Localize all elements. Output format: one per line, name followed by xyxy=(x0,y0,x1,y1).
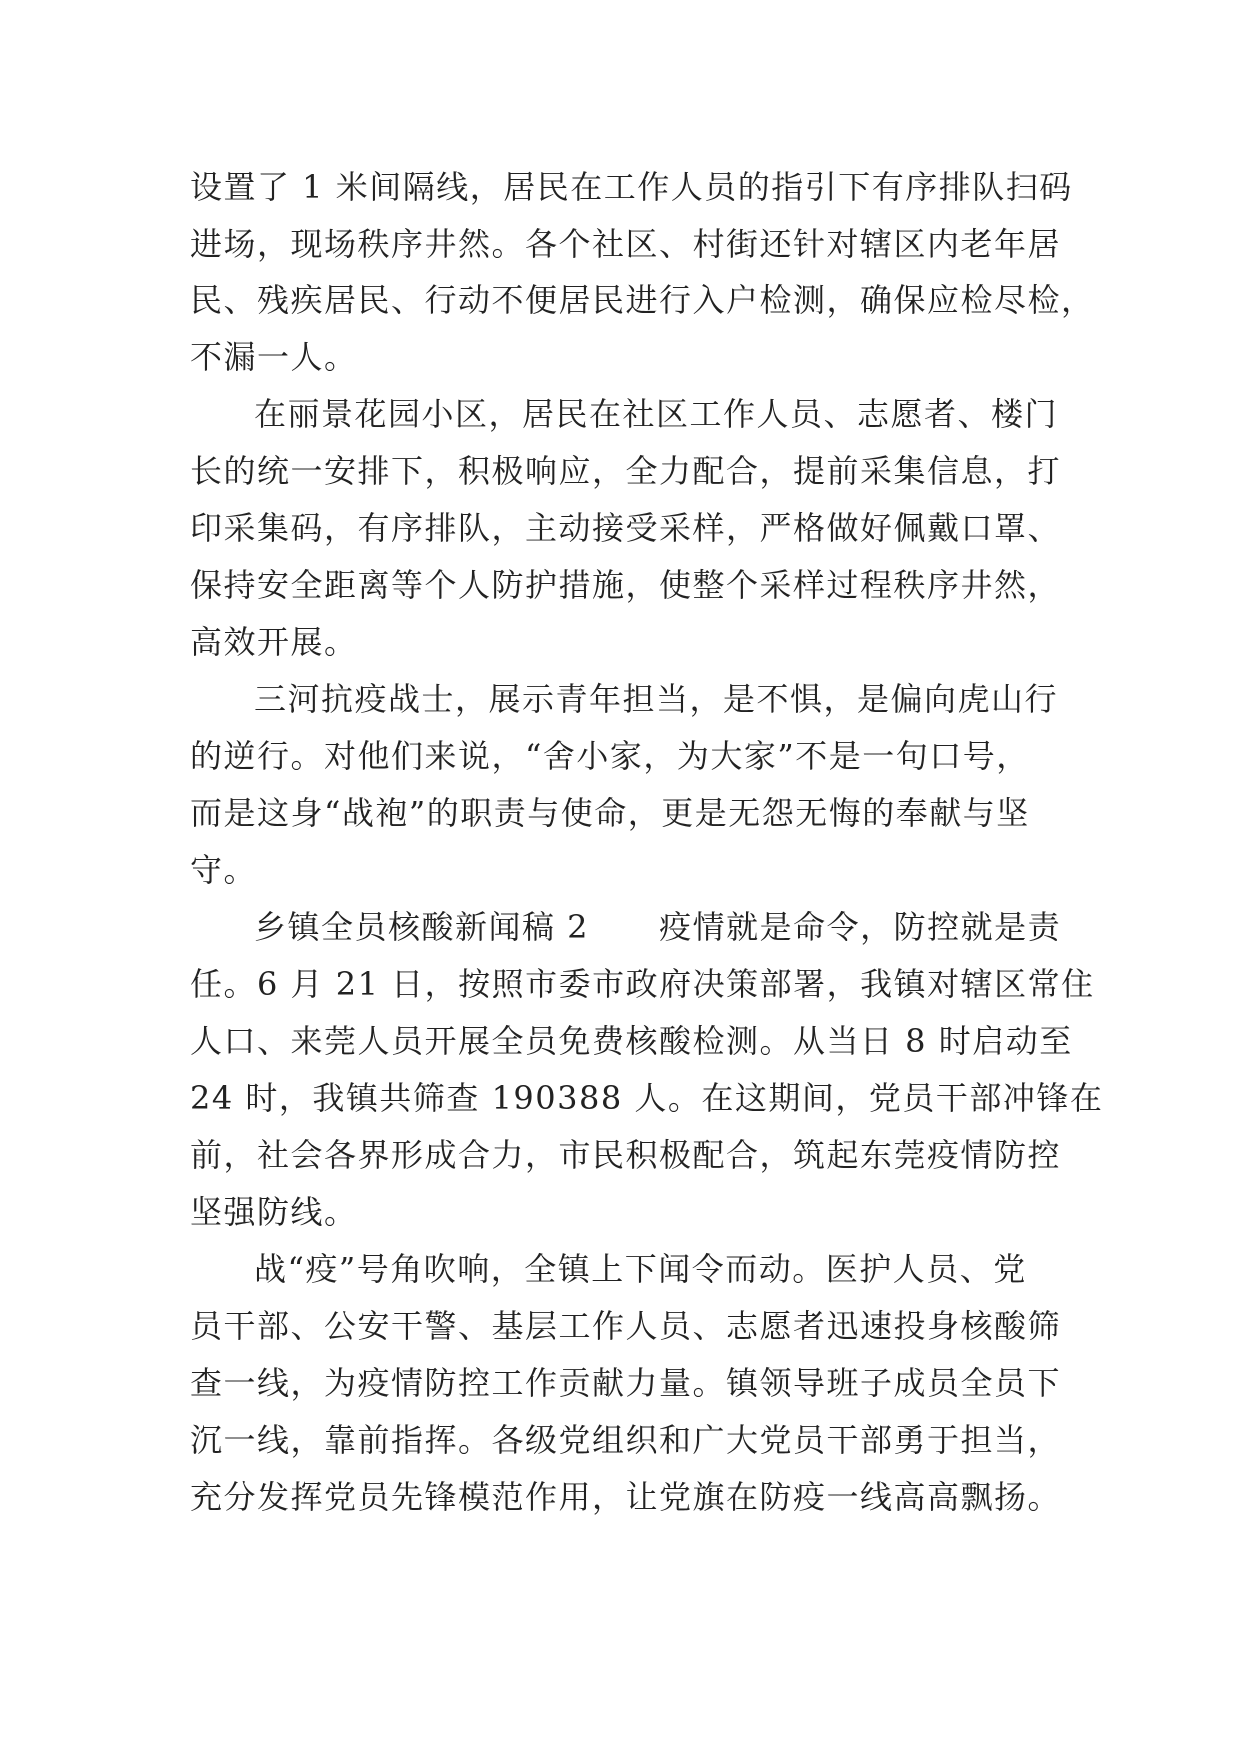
text-line: 保持安全距离等个人防护措施，使整个采样过程秩序井然， xyxy=(190,566,1062,604)
text-line: 员干部、公安干警、基层工作人员、志愿者迅速投身核酸筛 xyxy=(190,1307,1062,1345)
text-line: 任。6 月 21 日，按照市委市政府决策部署，我镇对辖区常住 xyxy=(190,965,1095,1003)
text-line: 民、残疾居民、行动不便居民进行入户检测，确保应检尽检， xyxy=(190,281,1095,319)
text-line: 充分发挥党员先锋模范作用，让党旗在防疫一线高高飘扬。 xyxy=(190,1478,1062,1516)
text-line: 印采集码，有序排队，主动接受采样，严格做好佩戴口罩、 xyxy=(190,509,1062,547)
text-line: 的逆行。对他们来说，“舍小家，为大家”不是一句口号， xyxy=(190,737,1030,775)
text-line: 进场，现场秩序井然。各个社区、村街还针对辖区内老年居 xyxy=(190,225,1062,263)
text-line: 24 时，我镇共筛查 190388 人。在这期间，党员干部冲锋在 xyxy=(190,1079,1104,1117)
text-line: 高效开展。 xyxy=(190,623,358,661)
text-line: 沉一线，靠前指挥。各级党组织和广大党员干部勇于担当， xyxy=(190,1421,1062,1459)
text-line: 而是这身“战袍”的职责与使命，更是无怨无悔的奉献与坚 xyxy=(190,794,1030,832)
text-line: 在丽景花园小区，居民在社区工作人员、志愿者、楼门 xyxy=(254,395,1059,433)
text-line: 设置了 1 米间隔线，居民在工作人员的指引下有序排队扫码 xyxy=(190,168,1073,206)
text-line: 坚强防线。 xyxy=(190,1193,358,1231)
text-line: 守。 xyxy=(190,851,258,889)
text-line: 查一线，为疫情防控工作贡献力量。镇领导班子成员全员下 xyxy=(190,1364,1062,1402)
text-line: 战“疫”号角吹响，全镇上下闻令而动。医护人员、党 xyxy=(254,1250,1027,1288)
text-line: 人口、来莞人员开展全员免费核酸检测。从当日 8 时启动至 xyxy=(190,1022,1073,1060)
text-line: 长的统一安排下，积极响应，全力配合，提前采集信息，打 xyxy=(190,452,1062,490)
text-line: 乡镇全员核酸新闻稿 2 疫情就是命令，防控就是责 xyxy=(254,908,1062,946)
text-line: 三河抗疫战士，展示青年担当，是不惧，是偏向虎山行 xyxy=(254,680,1059,718)
text-line: 前，社会各界形成合力，市民积极配合，筑起东莞疫情防控 xyxy=(190,1136,1062,1174)
text-line: 不漏一人。 xyxy=(190,338,358,376)
